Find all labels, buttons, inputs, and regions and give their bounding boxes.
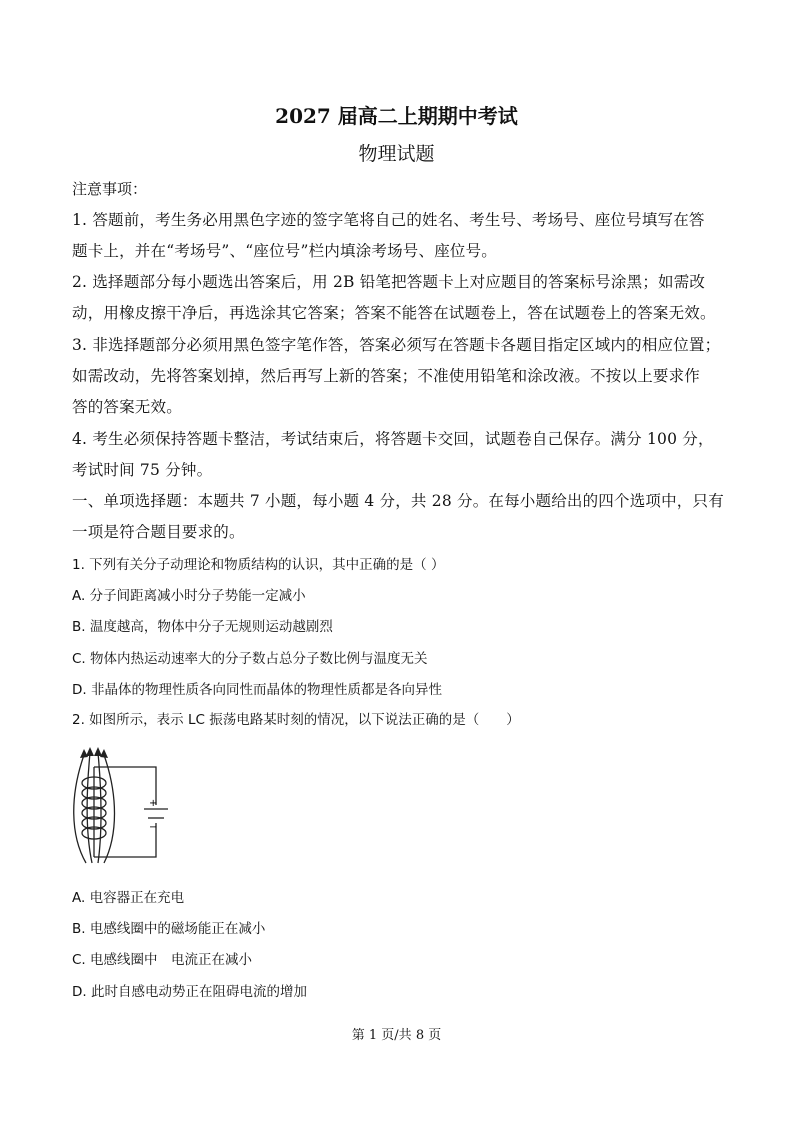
- note-line: 3. 非选择题部分必须用黑色签字笔作答，答案必须写在答题卡各题目指定区域内的相应位置；: [72, 336, 721, 354]
- question-2-option-d: D. 此时自感电动势正在阻碍电流的增加: [72, 984, 307, 1000]
- note-line: 1. 答题前，考生务必用黑色字迹的签字笔将自己的姓名、考生号、考场号、座位号填写在答: [72, 211, 705, 229]
- exam-title: 2027 届高二上期期中考试: [275, 104, 518, 128]
- field-arrow-icon: [86, 747, 94, 756]
- note-line: 动，用橡皮擦干净后，再选涂其它答案；答案不能答在试题卷上，答在试题卷上的答案无效。: [72, 304, 716, 322]
- question-2-stem: 2. 如图所示，表示 LC 振荡电路某时刻的情况，以下说法正确的是（ ）: [72, 712, 520, 728]
- circuit-wire-bottom: [94, 823, 156, 857]
- field-arrow-icon: [94, 747, 102, 756]
- notes-heading: 注意事项：: [72, 180, 148, 198]
- field-arrow-icon: [80, 749, 88, 758]
- page-number: 第 1 页/共 8 页: [351, 1028, 442, 1043]
- note-line: 题卡上，并在“考场号”、“座位号”栏内填涂考场号、座位号。: [72, 242, 497, 260]
- section-heading: 一、单项选择题：本题共 7 小题，每小题 4 分，共 28 分。在每小题给出的四个选项中，只有: [72, 492, 724, 510]
- capacitor-plus-label: +: [149, 798, 158, 809]
- question-2-option-b: B. 电感线圈中的磁场能正在减小: [72, 921, 266, 937]
- section-heading-cont: 一项是符合题目要求的。: [72, 523, 245, 541]
- question-1-option-a: A. 分子间距离减小时分子势能一定减小: [72, 588, 306, 604]
- exam-subject: 物理试题: [358, 143, 435, 165]
- question-1-option-d: D. 非晶体的物理性质各向同性而晶体的物理性质都是各向异性: [72, 682, 442, 698]
- capacitor-minus-label: −: [149, 822, 158, 833]
- field-arrow-icon: [100, 749, 108, 758]
- note-line: 考试时间 75 分钟。: [72, 461, 213, 479]
- note-line: 2. 选择题部分每小题选出答案后，用 2B 铅笔把答题卡上对应题目的答案标号涂黑；如需改: [72, 273, 706, 291]
- question-1-stem: 1. 下列有关分子动理论和物质结构的认识，其中正确的是（ ）: [72, 557, 445, 573]
- question-1-option-b: B. 温度越高，物体中分子无规则运动越剧烈: [72, 619, 333, 635]
- question-1-option-c: C. 物体内热运动速率大的分子数占总分子数比例与温度无关: [72, 651, 428, 667]
- question-2-option-c: C. 电感线圈中 电流正在减小: [72, 952, 253, 968]
- note-line: 4. 考生必须保持答题卡整洁，考试结束后，将答题卡交回，试题卷自己保存。满分 100 分，: [72, 430, 714, 448]
- lc-circuit-diagram: [62, 745, 172, 875]
- note-line: 如需改动，先将答案划掉，然后再写上新的答案；不准使用铅笔和涂改液。不按以上要求作: [72, 367, 701, 385]
- field-line-right: [104, 755, 115, 863]
- question-2-option-a: A. 电容器正在充电: [72, 890, 185, 906]
- note-line: 答的答案无效。: [72, 398, 182, 416]
